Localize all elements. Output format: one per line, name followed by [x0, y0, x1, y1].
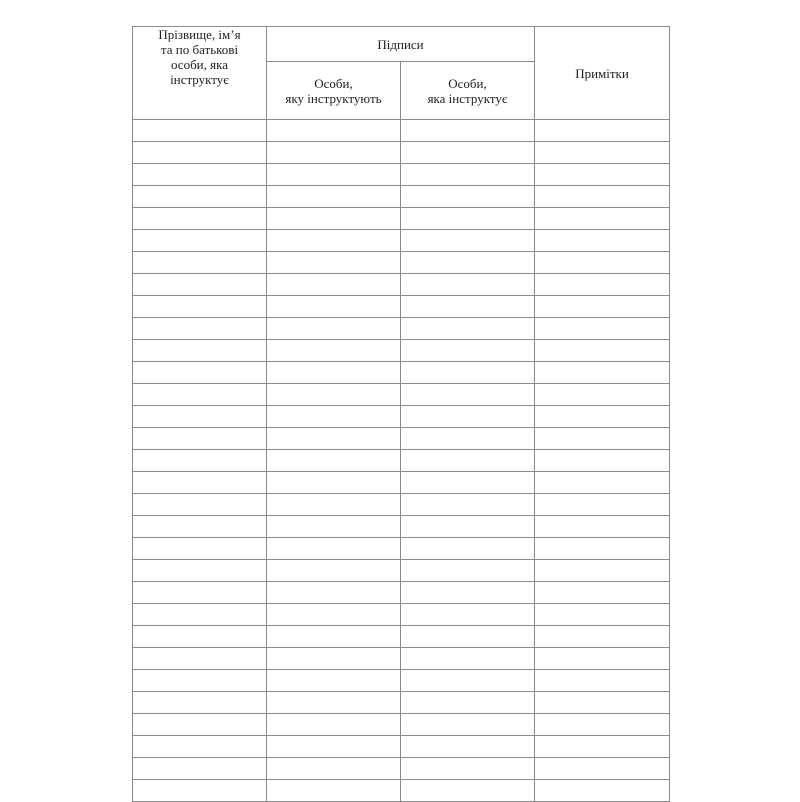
notes-cell[interactable] [535, 252, 670, 274]
instructor-signature-cell[interactable] [401, 208, 535, 230]
notes-cell[interactable] [535, 296, 670, 318]
instructor-name-cell[interactable] [133, 384, 267, 406]
instructed-signature-cell[interactable] [267, 252, 401, 274]
table-row [133, 406, 670, 428]
notes-cell[interactable] [535, 736, 670, 758]
journal-table [132, 26, 670, 802]
instructor-name-cell[interactable] [133, 472, 267, 494]
table-row [133, 142, 670, 164]
instructed-signature-cell[interactable] [267, 714, 401, 736]
instructor-signature-cell[interactable] [401, 670, 535, 692]
instructor-signature-cell[interactable] [401, 230, 535, 252]
notes-cell[interactable] [535, 472, 670, 494]
instructed-signature-cell[interactable] [267, 142, 401, 164]
table-row [133, 692, 670, 714]
header-line: яку інструктують [285, 90, 382, 106]
notes-cell[interactable] [535, 538, 670, 560]
table-row [133, 714, 670, 736]
instructor-signature-cell[interactable] [401, 604, 535, 626]
instructed-signature-cell[interactable] [267, 538, 401, 560]
instructed-signature-cell[interactable] [267, 340, 401, 362]
instructor-name-cell[interactable] [133, 406, 267, 428]
table-row [133, 604, 670, 626]
instructor-name-cell[interactable] [133, 274, 267, 296]
instructor-name-cell[interactable] [133, 230, 267, 252]
instructed-signature-cell[interactable] [267, 472, 401, 494]
instructor-name-cell[interactable] [133, 736, 267, 758]
instructor-signature-cell[interactable] [401, 252, 535, 274]
table-row [133, 208, 670, 230]
notes-cell[interactable] [535, 384, 670, 406]
table-row [133, 296, 670, 318]
instructor-signature-cell[interactable] [401, 736, 535, 758]
instructed-signature-cell[interactable] [267, 362, 401, 384]
instructor-name-cell[interactable] [133, 758, 267, 780]
table-row [133, 626, 670, 648]
table-row [133, 274, 670, 296]
instructed-signature-cell[interactable] [267, 274, 401, 296]
instructor-name-cell[interactable] [133, 318, 267, 340]
header-line: Прізвище, ім’я [158, 27, 241, 42]
notes-cell[interactable] [535, 406, 670, 428]
instructor-signature-cell[interactable] [401, 164, 535, 186]
notes-cell[interactable] [535, 318, 670, 340]
notes-cell[interactable] [535, 340, 670, 362]
notes-cell[interactable] [535, 186, 670, 208]
notes-cell[interactable] [535, 230, 670, 252]
table-row [133, 648, 670, 670]
notes-cell[interactable] [535, 208, 670, 230]
instructor-signature-cell[interactable] [401, 714, 535, 736]
table-row [133, 450, 670, 472]
notes-cell[interactable] [535, 164, 670, 186]
instructor-name-cell[interactable] [133, 164, 267, 186]
header-line: Особи, [448, 75, 487, 91]
instructed-signature-cell[interactable] [267, 208, 401, 230]
table-row [133, 362, 670, 384]
instructor-name-cell[interactable] [133, 626, 267, 648]
header-line: Особи, [314, 75, 353, 91]
instructor-signature-cell[interactable] [401, 450, 535, 472]
column-header-instructor-name [133, 27, 267, 120]
instructor-signature-cell[interactable] [401, 516, 535, 538]
instructor-signature-cell[interactable] [401, 692, 535, 714]
instructor-name-cell[interactable] [133, 142, 267, 164]
table-row [133, 472, 670, 494]
instructed-signature-cell[interactable] [267, 604, 401, 626]
table-row [133, 582, 670, 604]
instructed-signature-cell[interactable] [267, 318, 401, 340]
notes-cell[interactable] [535, 450, 670, 472]
table-row [133, 560, 670, 582]
instructor-name-cell[interactable] [133, 362, 267, 384]
table-row [133, 516, 670, 538]
table-row [133, 120, 670, 142]
instructed-signature-cell[interactable] [267, 494, 401, 516]
instructed-signature-cell[interactable] [267, 780, 401, 802]
table-row [133, 340, 670, 362]
notes-cell[interactable] [535, 120, 670, 142]
table-row [133, 164, 670, 186]
instructor-name-cell[interactable] [133, 296, 267, 318]
instructor-name-cell[interactable] [133, 208, 267, 230]
instructed-signature-cell[interactable] [267, 406, 401, 428]
instructor-signature-cell[interactable] [401, 560, 535, 582]
table-row [133, 428, 670, 450]
instructor-name-cell[interactable] [133, 516, 267, 538]
table-row [133, 538, 670, 560]
instructed-signature-cell[interactable] [267, 230, 401, 252]
instructor-signature-cell[interactable] [401, 340, 535, 362]
instructed-signature-cell[interactable] [267, 736, 401, 758]
instructor-signature-cell[interactable] [401, 758, 535, 780]
instructed-signature-cell[interactable] [267, 384, 401, 406]
notes-cell[interactable] [535, 648, 670, 670]
instructor-signature-cell[interactable] [401, 384, 535, 406]
header-line: інструктує [170, 72, 229, 87]
instructor-name-cell[interactable] [133, 714, 267, 736]
instructor-signature-cell[interactable] [401, 406, 535, 428]
instructor-name-cell[interactable] [133, 538, 267, 560]
instructor-name-cell[interactable] [133, 428, 267, 450]
instructor-name-cell[interactable] [133, 560, 267, 582]
instructor-signature-cell[interactable] [401, 428, 535, 450]
table-header [133, 27, 670, 120]
notes-cell[interactable] [535, 714, 670, 736]
instructed-signature-cell[interactable] [267, 120, 401, 142]
instructor-name-cell[interactable] [133, 340, 267, 362]
instructor-name-cell[interactable] [133, 120, 267, 142]
table-body [133, 120, 670, 802]
table-row [133, 186, 670, 208]
notes-cell[interactable] [535, 582, 670, 604]
instructor-signature-cell[interactable] [401, 318, 535, 340]
instructor-name-cell[interactable] [133, 186, 267, 208]
instructor-signature-cell[interactable] [401, 494, 535, 516]
instructor-name-cell[interactable] [133, 780, 267, 802]
notes-cell[interactable] [535, 560, 670, 582]
table-row [133, 318, 670, 340]
instructor-signature-cell[interactable] [401, 538, 535, 560]
instructor-signature-cell[interactable] [401, 472, 535, 494]
table-row [133, 736, 670, 758]
table-row [133, 494, 670, 516]
header-line: особи, яка [170, 57, 229, 72]
notes-cell[interactable] [535, 428, 670, 450]
column-header-instructing-person [401, 62, 535, 120]
table-row [133, 230, 670, 252]
table-row [133, 384, 670, 406]
instructed-signature-cell[interactable] [267, 582, 401, 604]
instructor-name-cell[interactable] [133, 604, 267, 626]
notes-cell[interactable] [535, 670, 670, 692]
table-row [133, 780, 670, 802]
instructed-signature-cell[interactable] [267, 560, 401, 582]
instructed-signature-cell[interactable] [267, 758, 401, 780]
instructor-signature-cell[interactable] [401, 274, 535, 296]
column-header-instructed-person [267, 62, 401, 120]
notes-cell[interactable] [535, 692, 670, 714]
column-header-notes: Примітки [535, 27, 670, 120]
instructed-signature-cell[interactable] [267, 428, 401, 450]
table-row [133, 670, 670, 692]
instructor-name-cell[interactable] [133, 648, 267, 670]
instructor-name-cell[interactable] [133, 450, 267, 472]
notes-cell[interactable] [535, 758, 670, 780]
notes-cell[interactable] [535, 516, 670, 538]
instructor-signature-cell[interactable] [401, 648, 535, 670]
instructor-signature-cell[interactable] [401, 296, 535, 318]
notes-cell[interactable] [535, 494, 670, 516]
instructed-signature-cell[interactable] [267, 648, 401, 670]
notes-cell[interactable] [535, 142, 670, 164]
instructor-signature-cell[interactable] [401, 582, 535, 604]
instructed-signature-cell[interactable] [267, 450, 401, 472]
instructor-name-cell[interactable] [133, 670, 267, 692]
header-line: та по батькові [160, 42, 239, 57]
column-header-signatures: Підписи [267, 27, 535, 62]
table-row [133, 252, 670, 274]
instructor-name-cell[interactable] [133, 252, 267, 274]
instructor-signature-cell[interactable] [401, 142, 535, 164]
notes-cell[interactable] [535, 780, 670, 802]
instructed-signature-cell[interactable] [267, 692, 401, 714]
instructor-name-cell[interactable] [133, 582, 267, 604]
instructor-signature-cell[interactable] [401, 120, 535, 142]
instructor-signature-cell[interactable] [401, 780, 535, 802]
notes-cell[interactable] [535, 274, 670, 296]
instructor-name-cell[interactable] [133, 692, 267, 714]
instructor-name-cell[interactable] [133, 494, 267, 516]
instructor-signature-cell[interactable] [401, 186, 535, 208]
instructed-signature-cell[interactable] [267, 186, 401, 208]
instructed-signature-cell[interactable] [267, 670, 401, 692]
header-line: яка інструктує [427, 90, 508, 106]
instructor-signature-cell[interactable] [401, 626, 535, 648]
table-row [133, 758, 670, 780]
instructor-signature-cell[interactable] [401, 362, 535, 384]
instructed-signature-cell[interactable] [267, 516, 401, 538]
instructed-signature-cell[interactable] [267, 626, 401, 648]
instructed-signature-cell[interactable] [267, 164, 401, 186]
notes-cell[interactable] [535, 626, 670, 648]
instructed-signature-cell[interactable] [267, 296, 401, 318]
notes-cell[interactable] [535, 362, 670, 384]
notes-cell[interactable] [535, 604, 670, 626]
